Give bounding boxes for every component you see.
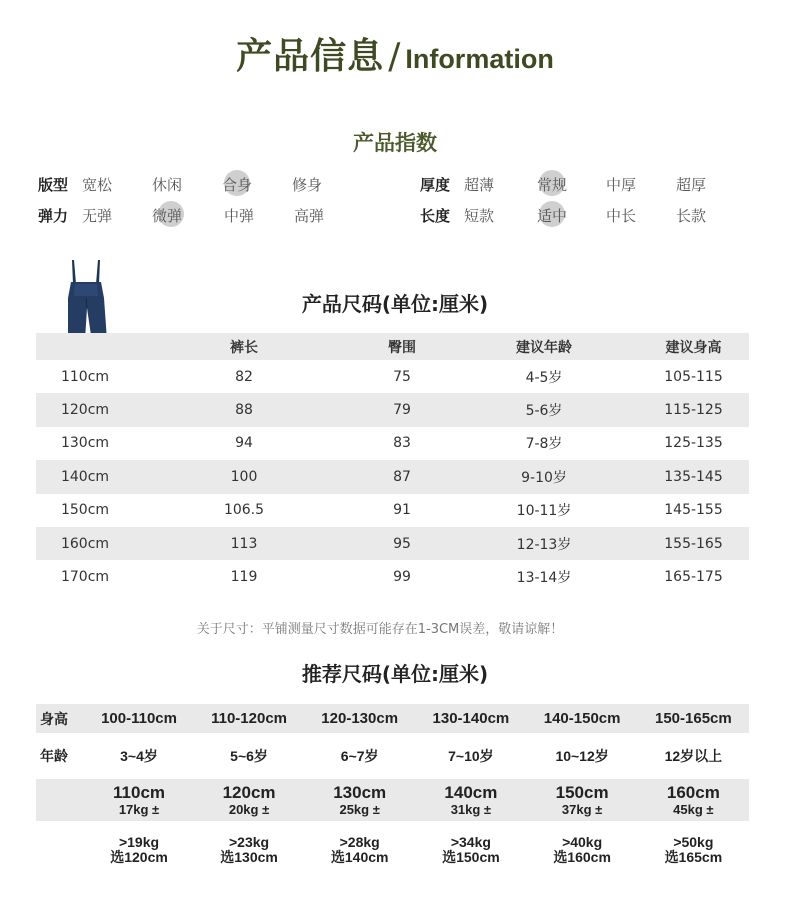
- table-cell: 130-140cm: [415, 704, 526, 733]
- length-option-selected: 适中: [537, 207, 568, 225]
- size-table-header: [36, 333, 749, 360]
- table-cell: [194, 821, 304, 879]
- table-cell: 150cm: [60, 502, 110, 519]
- table-cell: 155-165: [638, 527, 749, 560]
- table-cell: 113: [134, 527, 354, 560]
- table-cell: 135-145: [638, 460, 749, 493]
- table-cell: [638, 779, 749, 821]
- over-weight: >19kg: [118, 834, 160, 850]
- over-weight: >34kg: [450, 834, 491, 850]
- recommend-over-row: [36, 821, 749, 879]
- empty-label: [36, 821, 84, 879]
- table-cell: 119: [230, 569, 258, 586]
- table-row: [36, 527, 749, 560]
- elasticity-option: 高弹: [294, 207, 325, 225]
- table-cell: 6~7岁: [340, 748, 379, 764]
- column-header: 裤长: [134, 333, 354, 360]
- table-cell: 12-13岁: [450, 527, 638, 560]
- table-cell: 160cm: [36, 527, 134, 560]
- length-option: 中长: [606, 207, 637, 225]
- pick-size: 选120cm: [110, 849, 168, 865]
- table-cell: 145-155: [664, 502, 723, 519]
- table-row: [36, 494, 749, 527]
- weight-value: 25kg ±: [339, 802, 380, 817]
- size-value: 130cm: [333, 783, 387, 802]
- table-cell: 106.5: [223, 502, 265, 519]
- table-row: [36, 427, 749, 460]
- size-value: 140cm: [444, 783, 498, 802]
- table-cell: [84, 779, 194, 821]
- empty-label: [36, 779, 84, 821]
- column-header: 建议身高: [638, 333, 749, 360]
- table-row: [36, 393, 749, 426]
- age-label: 年龄: [40, 748, 68, 764]
- table-cell: 170cm: [60, 569, 110, 586]
- index-row-1: [38, 172, 738, 196]
- size-value: 110cm: [113, 783, 166, 802]
- size-value: 160cm: [666, 783, 720, 802]
- fit-option: 休闲: [152, 176, 183, 194]
- table-cell: [527, 821, 638, 879]
- table-cell: 79: [354, 393, 450, 426]
- fit-option: 宽松: [82, 176, 113, 194]
- table-cell: 5-6岁: [450, 393, 638, 426]
- table-cell: 88: [134, 393, 354, 426]
- over-weight: >23kg: [229, 834, 270, 850]
- table-cell: 13-14岁: [516, 570, 572, 587]
- table-cell: 165-175: [664, 569, 723, 586]
- index-title: 产品指数: [353, 131, 437, 155]
- table-cell: 3~4岁: [120, 748, 158, 764]
- table-cell: [527, 779, 638, 821]
- table-cell: 9-10岁: [450, 460, 638, 493]
- size-value: 150cm: [555, 783, 609, 802]
- weight-value: 20kg ±: [228, 802, 270, 817]
- title-cn: 产品信息: [236, 36, 385, 77]
- table-cell: 7~10岁: [448, 748, 494, 764]
- table-cell: 110-120cm: [194, 704, 304, 733]
- table-cell: 83: [393, 435, 411, 452]
- table-cell: 150-165cm: [638, 704, 749, 733]
- elasticity-label: 弹力: [38, 207, 69, 225]
- table-cell: 125-135: [664, 435, 723, 452]
- page-title: [0, 28, 790, 79]
- table-cell: 91: [393, 502, 411, 519]
- height-label: 身高: [36, 704, 84, 733]
- weight-value: 37kg ±: [561, 802, 603, 817]
- recommend-title: 推荐尺码(单位:厘米): [301, 662, 489, 686]
- table-cell: 115-125: [638, 393, 749, 426]
- title-slash: /: [388, 36, 402, 77]
- table-cell: 130cm: [60, 435, 110, 452]
- table-row: [36, 560, 749, 593]
- elasticity-option: 中弹: [224, 207, 255, 225]
- table-cell: 100-110cm: [84, 704, 194, 733]
- table-cell: 120cm: [36, 393, 134, 426]
- index-row-2: [38, 203, 738, 227]
- table-cell: 140cm: [36, 460, 134, 493]
- column-header: 臀围: [354, 333, 450, 360]
- thickness-option: 中厚: [606, 176, 637, 194]
- size-table-title: 产品尺码(单位:厘米): [301, 292, 489, 316]
- fit-option: 修身: [292, 176, 323, 194]
- thickness-option: 超厚: [676, 176, 707, 194]
- recommend-table: [36, 704, 749, 879]
- weight-value: 17kg ±: [118, 802, 160, 817]
- pick-size: 选130cm: [220, 849, 278, 865]
- size-table: [36, 333, 749, 594]
- table-cell: 10~12岁: [555, 748, 609, 764]
- thickness-option-selected: 常规: [537, 176, 568, 194]
- table-cell: 110cm: [60, 368, 110, 385]
- recommend-size-row: [36, 779, 749, 821]
- column-header: 建议年龄: [450, 333, 638, 360]
- table-cell: [84, 821, 194, 879]
- table-cell: 82: [235, 368, 253, 385]
- table-cell: 75: [393, 368, 411, 385]
- table-cell: [304, 779, 415, 821]
- over-weight: >28kg: [339, 834, 380, 850]
- pick-size: 选165cm: [664, 849, 723, 865]
- thickness-label: 厚度: [420, 176, 451, 194]
- table-cell: 4-5岁: [525, 369, 563, 386]
- table-cell: [304, 821, 415, 879]
- table-cell: 99: [393, 569, 411, 586]
- column-header: [36, 333, 134, 360]
- recommend-height-row: [36, 704, 749, 733]
- weight-value: 31kg ±: [450, 802, 492, 817]
- table-cell: [415, 821, 526, 879]
- length-option: 短款: [464, 207, 495, 225]
- table-cell: 12岁以上: [664, 748, 723, 764]
- table-cell: [194, 779, 304, 821]
- table-cell: [638, 821, 749, 879]
- table-cell: 94: [235, 435, 253, 452]
- elasticity-option-selected: 微弹: [152, 207, 183, 225]
- thickness-option: 超薄: [464, 176, 495, 194]
- length-label: 长度: [420, 207, 451, 225]
- over-weight: >40kg: [562, 834, 603, 850]
- length-option: 长款: [676, 207, 707, 225]
- table-cell: [415, 779, 526, 821]
- title-en: Information: [405, 44, 554, 74]
- weight-value: 45kg ±: [673, 802, 714, 817]
- pick-size: 选150cm: [442, 849, 500, 865]
- table-cell: 100: [134, 460, 354, 493]
- table-cell: 95: [354, 527, 450, 560]
- table-cell: 7-8岁: [525, 436, 563, 453]
- table-row: [36, 360, 749, 393]
- recommend-age-row: [36, 733, 749, 779]
- table-cell: 5~6岁: [230, 748, 268, 764]
- fit-option-selected: 合身: [222, 176, 253, 194]
- pick-size: 选140cm: [330, 849, 389, 865]
- table-cell: 105-115: [664, 368, 723, 385]
- size-note: 关于尺寸：平铺测量尺寸数据可能存在1-3CM误差，敬请谅解！: [196, 622, 564, 637]
- pick-size: 选160cm: [553, 849, 611, 865]
- table-cell: 10-11岁: [516, 503, 572, 520]
- elasticity-option: 无弹: [82, 207, 113, 225]
- size-value: 120cm: [222, 783, 276, 802]
- table-row: [36, 460, 749, 493]
- table-cell: 87: [354, 460, 450, 493]
- table-cell: 120-130cm: [304, 704, 415, 733]
- fit-label: 版型: [38, 176, 69, 194]
- table-cell: 140-150cm: [527, 704, 638, 733]
- over-weight: >50kg: [673, 834, 714, 850]
